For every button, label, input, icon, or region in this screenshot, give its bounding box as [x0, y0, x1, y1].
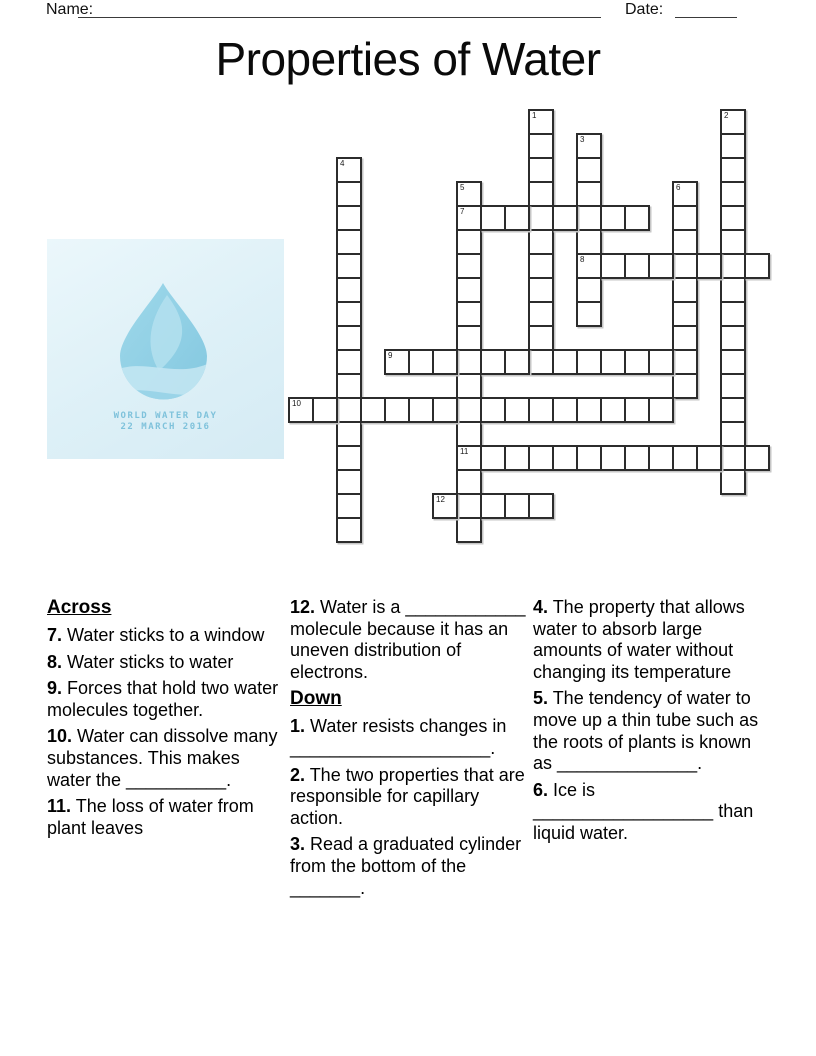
clue-number-label: 10: [292, 399, 301, 408]
poster-caption: [47, 411, 284, 432]
grid-cell[interactable]: [576, 277, 602, 303]
clue-column-1: [47, 597, 283, 844]
clue-10: 10. Water can dissolve many substances. This makes water the __________.: [47, 726, 278, 790]
grid-cell[interactable]: [576, 229, 602, 255]
name-blank-line[interactable]: [78, 1, 601, 18]
grid-cell[interactable]: [528, 181, 554, 207]
grid-cell[interactable]: [456, 301, 482, 327]
grid-cell[interactable]: [720, 253, 746, 279]
grid-cell[interactable]: [504, 445, 530, 471]
grid-cell[interactable]: [696, 253, 722, 279]
grid-cell[interactable]: [480, 349, 506, 375]
date-label: Date:: [625, 1, 664, 18]
clue-number: 9.: [47, 678, 63, 699]
grid-cell[interactable]: [360, 397, 386, 423]
grid-cell[interactable]: [672, 349, 698, 375]
clue-number: 3.: [290, 834, 306, 855]
grid-cell[interactable]: [552, 445, 578, 471]
page-title: Properties of Water: [215, 33, 601, 85]
clue-number: 12.: [290, 597, 316, 617]
grid-cell[interactable]: [600, 349, 626, 375]
grid-cell[interactable]: [576, 349, 602, 375]
clue-number: 11.: [47, 796, 72, 817]
grid-cell[interactable]: [432, 397, 458, 423]
grid-cell[interactable]: [312, 397, 338, 423]
grid-cell[interactable]: [720, 349, 746, 375]
grid-cell[interactable]: [576, 205, 602, 231]
clue-number: 10.: [47, 726, 73, 747]
clue-number-label: 11: [460, 447, 469, 456]
clue-section: [0, 597, 816, 1056]
date-blank-line[interactable]: [675, 1, 737, 18]
grid-cell[interactable]: [576, 397, 602, 423]
grid-cell[interactable]: [528, 325, 554, 351]
grid-cell[interactable]: [336, 373, 362, 399]
grid-cell[interactable]: [720, 157, 746, 183]
grid-cell[interactable]: [720, 325, 746, 351]
grid-cell[interactable]: [720, 277, 746, 303]
clue-column-2: [290, 597, 526, 904]
grid-cell[interactable]: [672, 253, 698, 279]
clue-number: 1.: [290, 716, 306, 737]
grid-cell[interactable]: [672, 325, 698, 351]
grid-cell[interactable]: [648, 397, 674, 423]
clue-7: 7. Water sticks to a window: [47, 625, 265, 645]
grid-cell[interactable]: [336, 205, 362, 231]
clue-9: 9. Forces that hold two water molecules together.: [47, 678, 279, 720]
grid-cell[interactable]: [648, 253, 674, 279]
grid-cell[interactable]: [720, 397, 746, 423]
grid-cell[interactable]: [336, 277, 362, 303]
grid-cell[interactable]: [336, 445, 362, 471]
grid-cell[interactable]: [336, 325, 362, 351]
grid-cell[interactable]: [456, 469, 482, 495]
clue-column-3: [533, 597, 769, 850]
poster-caption-line2: 22 MARCH 2016: [120, 421, 211, 432]
grid-cell[interactable]: [456, 493, 482, 519]
grid-cell[interactable]: [672, 373, 698, 399]
clue-number-label: 5: [460, 183, 465, 192]
clue-6: 6. Ice is __________________ than liquid water.: [533, 779, 754, 843]
grid-cell[interactable]: [528, 109, 554, 135]
grid-cell[interactable]: [576, 253, 602, 279]
grid-cell[interactable]: [672, 301, 698, 327]
grid-cell[interactable]: [408, 397, 434, 423]
clue-number: 8.: [47, 651, 63, 672]
grid-cell[interactable]: [552, 205, 578, 231]
grid-cell[interactable]: [456, 325, 482, 351]
grid-cell[interactable]: [720, 373, 746, 399]
grid-cell[interactable]: [600, 397, 626, 423]
grid-cell[interactable]: [384, 349, 410, 375]
clue-number-label: 3: [580, 135, 585, 144]
grid-cell[interactable]: [696, 445, 722, 471]
grid-cell[interactable]: [336, 397, 362, 423]
grid-cell[interactable]: [528, 493, 554, 519]
clue-number-label: 9: [388, 351, 393, 360]
grid-cell[interactable]: [528, 445, 554, 471]
clue-number: 4.: [533, 597, 549, 617]
grid-cell[interactable]: [528, 277, 554, 303]
clue-11: 11. The loss of water from plant leaves: [47, 796, 254, 838]
grid-cell[interactable]: [576, 181, 602, 207]
grid-cell[interactable]: [624, 253, 650, 279]
grid-cell[interactable]: [336, 229, 362, 255]
clue-number-label: 8: [580, 255, 585, 264]
grid-cell[interactable]: [480, 397, 506, 423]
grid-cell[interactable]: [456, 253, 482, 279]
grid-cell[interactable]: [336, 157, 362, 183]
clue-number-label: 2: [724, 111, 729, 120]
clue-number-label: 7: [460, 207, 465, 216]
grid-cell[interactable]: [720, 109, 746, 135]
clue-number-label: 4: [340, 159, 345, 168]
grid-cell[interactable]: [552, 397, 578, 423]
grid-cell[interactable]: [504, 493, 530, 519]
grid-cell[interactable]: [624, 349, 650, 375]
across-heading: Across: [47, 597, 112, 618]
grid-cell[interactable]: [672, 445, 698, 471]
grid-cell[interactable]: [600, 205, 626, 231]
grid-cell[interactable]: [288, 397, 314, 423]
grid-cell[interactable]: [432, 493, 458, 519]
grid-cell[interactable]: [720, 181, 746, 207]
grid-cell[interactable]: [336, 253, 362, 279]
grid-cell[interactable]: [336, 469, 362, 495]
clue-number: 5.: [533, 688, 549, 709]
grid-cell[interactable]: [576, 301, 602, 327]
clue-3: 3. Read a graduated cylinder from the bottom of the _______.: [290, 834, 522, 898]
grid-cell[interactable]: [624, 397, 650, 423]
clue-1: 1. Water resists changes in ____________________.: [290, 716, 507, 758]
grid-cell[interactable]: [528, 301, 554, 327]
grid-cell[interactable]: [480, 493, 506, 519]
clue-2: 2. The two properties that are responsible for capillary action.: [290, 764, 525, 828]
clue-number: 6.: [533, 779, 549, 800]
grid-cell[interactable]: [672, 277, 698, 303]
grid-cell[interactable]: [456, 397, 482, 423]
poster-caption-line1: WORLD WATER DAY: [113, 411, 218, 421]
grid-cell[interactable]: [744, 445, 770, 471]
grid-cell[interactable]: [528, 157, 554, 183]
grid-cell[interactable]: [672, 229, 698, 255]
crossword-grid: [288, 109, 771, 544]
grid-cell[interactable]: [720, 133, 746, 159]
grid-cell[interactable]: [456, 421, 482, 447]
grid-cell[interactable]: [432, 349, 458, 375]
grid-cell[interactable]: [456, 373, 482, 399]
grid-cell[interactable]: [528, 349, 554, 375]
world-water-day-poster: [47, 239, 284, 459]
clue-4: 4. The property that allows water to absorb large amounts of water without changing its temperature: [533, 597, 745, 682]
grid-cell[interactable]: [480, 205, 506, 231]
grid-cell[interactable]: [576, 445, 602, 471]
grid-cell[interactable]: [744, 253, 770, 279]
grid-cell[interactable]: [528, 229, 554, 255]
grid-cell[interactable]: [408, 349, 434, 375]
grid-cell[interactable]: [384, 397, 410, 423]
grid-cell[interactable]: [456, 277, 482, 303]
grid-cell[interactable]: [336, 493, 362, 519]
grid-cell[interactable]: [672, 205, 698, 231]
name-label: Name:: [46, 1, 94, 18]
grid-cell[interactable]: [336, 349, 362, 375]
grid-cell[interactable]: [504, 205, 530, 231]
clue-5: 5. The tendency of water to move up a thin tube such as the roots of plants is known as ______________.: [533, 688, 759, 774]
clue-number: 7.: [47, 625, 63, 645]
grid-cell[interactable]: [720, 421, 746, 447]
grid-cell[interactable]: [456, 349, 482, 375]
grid-cell[interactable]: [720, 301, 746, 327]
grid-cell[interactable]: [720, 469, 746, 495]
clue-number-label: 1: [532, 111, 537, 120]
grid-cell[interactable]: [336, 421, 362, 447]
grid-cell[interactable]: [672, 181, 698, 207]
grid-cell[interactable]: [456, 181, 482, 207]
grid-cell[interactable]: [336, 517, 362, 543]
grid-cell[interactable]: [576, 157, 602, 183]
grid-cell[interactable]: [648, 349, 674, 375]
grid-cell[interactable]: [336, 181, 362, 207]
grid-cell[interactable]: [576, 133, 602, 159]
grid-cell[interactable]: [528, 133, 554, 159]
grid-cell[interactable]: [720, 205, 746, 231]
grid-cell[interactable]: [648, 445, 674, 471]
clue-8: 8. Water sticks to water: [47, 651, 234, 672]
grid-cell[interactable]: [336, 301, 362, 327]
grid-cell[interactable]: [720, 445, 746, 471]
grid-cell[interactable]: [456, 229, 482, 255]
grid-cell[interactable]: [720, 229, 746, 255]
clue-12: 12. Water is a ____________ molecule because it has an uneven distribution of electrons.: [290, 597, 526, 682]
grid-cell[interactable]: [456, 517, 482, 543]
grid-cell[interactable]: [624, 445, 650, 471]
down-heading: Down: [290, 688, 342, 710]
clue-number-label: 6: [676, 183, 681, 192]
grid-cell[interactable]: [456, 205, 482, 231]
grid-cell[interactable]: [600, 445, 626, 471]
clue-number: 2.: [290, 764, 306, 785]
grid-cell[interactable]: [528, 397, 554, 423]
grid-cell[interactable]: [600, 253, 626, 279]
grid-cell[interactable]: [528, 205, 554, 231]
grid-cell[interactable]: [552, 349, 578, 375]
grid-cell[interactable]: [504, 349, 530, 375]
grid-cell[interactable]: [624, 205, 650, 231]
grid-cell[interactable]: [528, 253, 554, 279]
grid-cell[interactable]: [456, 445, 482, 471]
clue-number-label: 12: [436, 495, 445, 504]
grid-cell[interactable]: [504, 397, 530, 423]
grid-cell[interactable]: [480, 445, 506, 471]
